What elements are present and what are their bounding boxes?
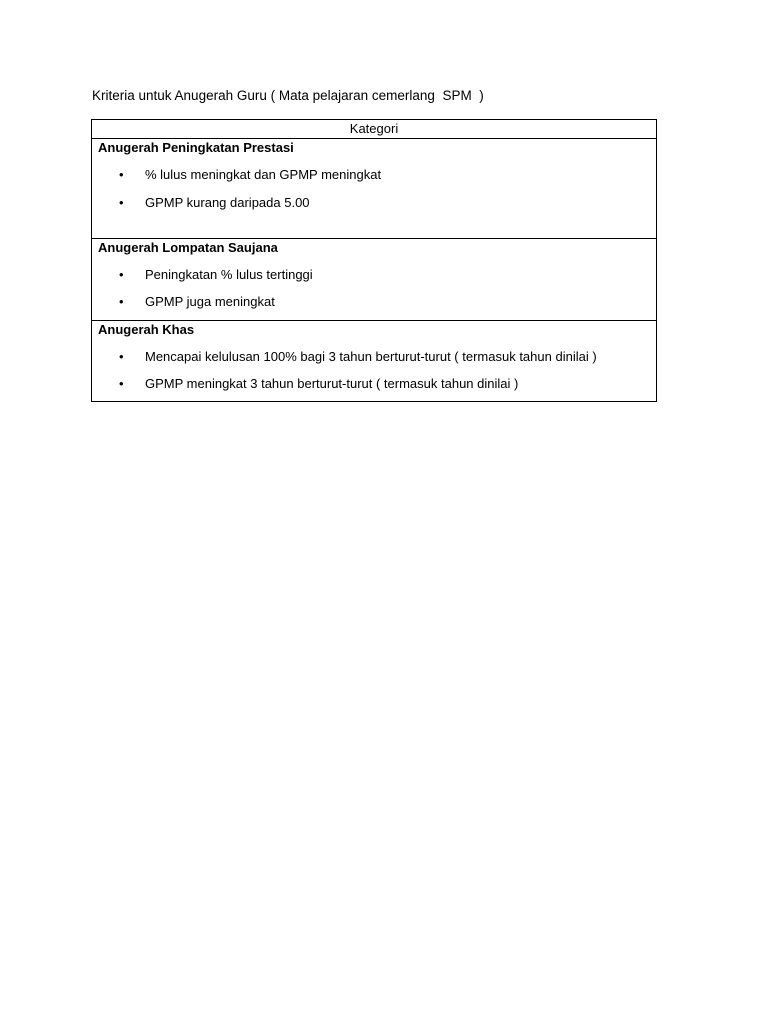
list-item-text: % lulus meningkat dan GPMP meningkat <box>145 167 382 182</box>
section-peningkatan-prestasi <box>92 139 656 239</box>
section-khas <box>92 321 656 401</box>
section-lompatan-saujana <box>92 239 656 321</box>
section-title: Anugerah Peningkatan Prestasi <box>98 140 294 155</box>
list-item <box>119 166 381 183</box>
table-header: Kategori <box>92 120 656 139</box>
list-item <box>119 293 275 310</box>
list-item <box>119 266 313 283</box>
list-item <box>119 375 518 392</box>
list-item-text: GPMP meningkat 3 tahun berturut-turut ( termasuk tahun dinilai ) <box>145 376 519 391</box>
list-item-text: Mencapai kelulusan 100% bagi 3 tahun berturut-turut ( termasuk tahun dinilai ) <box>145 349 597 364</box>
page-title: Kriteria untuk Anugerah Guru ( Mata pelajaran cemerlang SPM ) <box>92 88 484 103</box>
list-item <box>119 348 597 365</box>
bullet-icon: • <box>119 294 124 309</box>
bullet-icon: • <box>119 195 124 210</box>
list-item <box>119 194 310 211</box>
list-item-text: GPMP kurang daripada 5.00 <box>145 195 310 210</box>
bullet-icon: • <box>119 349 124 364</box>
list-item-text: GPMP juga meningkat <box>145 294 275 309</box>
section-title: Anugerah Khas <box>98 322 195 337</box>
bullet-icon: • <box>119 376 124 391</box>
section-title: Anugerah Lompatan Saujana <box>98 240 278 255</box>
criteria-table <box>91 119 657 402</box>
bullet-icon: • <box>119 267 124 282</box>
list-item-text: Peningkatan % lulus tertinggi <box>145 267 313 282</box>
bullet-icon: • <box>119 167 124 182</box>
